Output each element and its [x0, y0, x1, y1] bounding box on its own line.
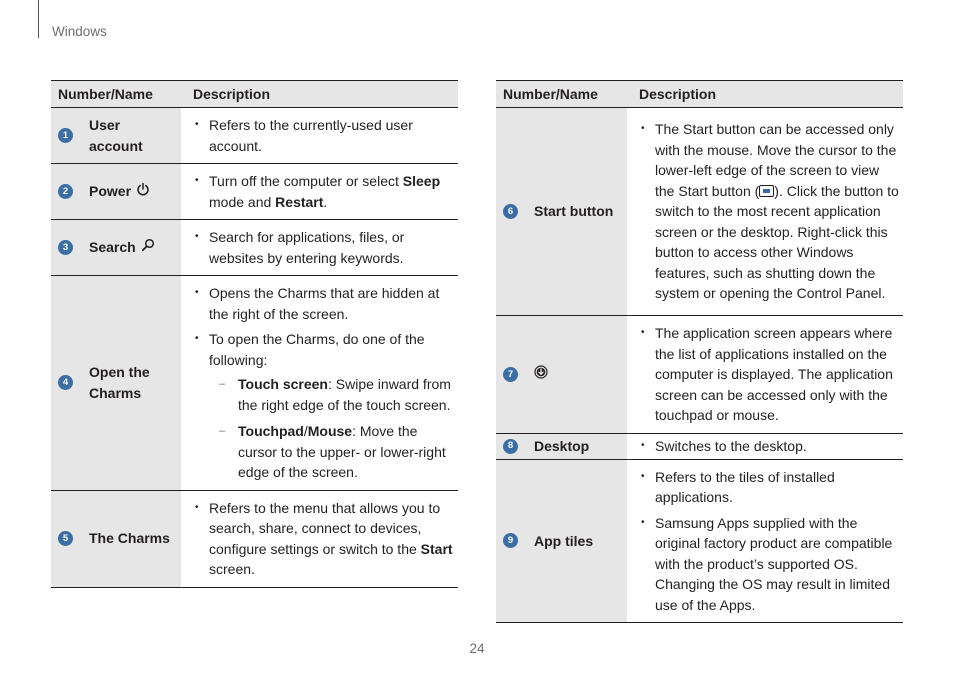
page-number: 24 [469, 641, 485, 656]
table-row [496, 108, 903, 316]
table-row [51, 220, 458, 276]
description-bullet: • Samsung Apps supplied with the original factory product are compatible with the product’s supported OS. Changing the OS may result in limited use of the Apps. [639, 513, 899, 616]
column-header-description: Description [181, 81, 458, 108]
running-head: Windows [52, 24, 107, 39]
table-row [496, 459, 903, 623]
down-arrow-circle-icon [534, 364, 548, 385]
number-badge: 9 [503, 533, 518, 548]
column-header-name: Number/Name [51, 81, 181, 108]
description-bullet: • The Start button can be accessed only with the mouse. Move the cursor to the lower-left edge of the screen to view the Start button ( ). Click the button to switch to the most recent application screen or the desktop. Right-click this button to access other Windows features, such as shutting down the system or opening the Control Panel. [639, 119, 899, 304]
column-header-name: Number/Name [496, 81, 627, 108]
right-reference-table [496, 80, 903, 623]
row-name-label: Start button [534, 203, 614, 220]
row-name-label: Desktop [534, 437, 590, 454]
table-header-row [51, 81, 458, 108]
left-reference-table [51, 80, 458, 588]
number-badge: 7 [503, 367, 518, 382]
row-name-label: The Charms [89, 530, 170, 547]
row-name-apps-arrow [503, 364, 623, 385]
table-row [51, 276, 458, 491]
description-bullet: • Refers to the tiles of installed applications. [639, 467, 899, 508]
row-name-label: App tiles [534, 532, 594, 549]
search-icon [141, 237, 155, 258]
number-badge: 6 [503, 204, 518, 219]
column-header-description: Description [627, 81, 903, 108]
description-bullet: • Turn off the computer or select Sleep mode and Restart. [193, 171, 454, 212]
row-name-desktop [503, 436, 623, 457]
start-button-icon [759, 185, 774, 197]
table-row [51, 490, 458, 587]
description-bullet: • The application screen appears where the list of applications installed on the computer is displayed. The application screen can be accessed only with the touchpad or mouse. [639, 323, 899, 426]
number-badge: 8 [503, 439, 518, 454]
table-row [496, 433, 903, 459]
row-name-search [58, 237, 177, 258]
table-row [51, 108, 458, 164]
number-badge: 4 [58, 375, 73, 390]
description-bullet: • To open the Charms, do one of the following: – Touch screen: Swipe inward from the right edge of the touch screen. – Touchpad/Mouse: Move the cursor to the upper- or lower-right edge of the screen. [193, 329, 454, 483]
description-bullet: • Search for applications, files, or websites by entering keywords. [193, 227, 454, 268]
description-subitem: – Touch screen: Swipe inward from the right edge of the touch screen. [209, 374, 454, 415]
row-name-open-the-charms [58, 362, 177, 403]
row-name-start-button [503, 201, 623, 222]
power-icon [136, 181, 150, 202]
table-row [51, 164, 458, 220]
margin-rule [38, 0, 39, 38]
row-name-power [58, 181, 177, 202]
number-badge: 3 [58, 240, 73, 255]
row-name-label: User account [89, 117, 143, 154]
description-bullet: • Refers to the menu that allows you to search, share, connect to devices, configure settings or switch to the Start screen. [193, 498, 454, 580]
row-name-label: Search [89, 239, 136, 256]
row-name-label: Power [89, 183, 132, 200]
table-row [496, 316, 903, 434]
number-badge: 5 [58, 531, 73, 546]
row-name-the-charms [58, 528, 177, 549]
description-bullet: • Switches to the desktop. [639, 436, 899, 457]
row-name-user-account [58, 115, 177, 156]
description-bullet: • Refers to the currently-used user account. [193, 115, 454, 156]
number-badge: 2 [58, 184, 73, 199]
row-name-app-tiles [503, 531, 623, 552]
row-name-label: Open the Charms [89, 364, 150, 401]
description-bullet: • Opens the Charms that are hidden at the right of the screen. [193, 283, 454, 324]
number-badge: 1 [58, 128, 73, 143]
description-subitem: – Touchpad/Mouse: Move the cursor to the upper- or lower-right edge of the screen. [209, 421, 454, 483]
table-header-row [496, 81, 903, 108]
